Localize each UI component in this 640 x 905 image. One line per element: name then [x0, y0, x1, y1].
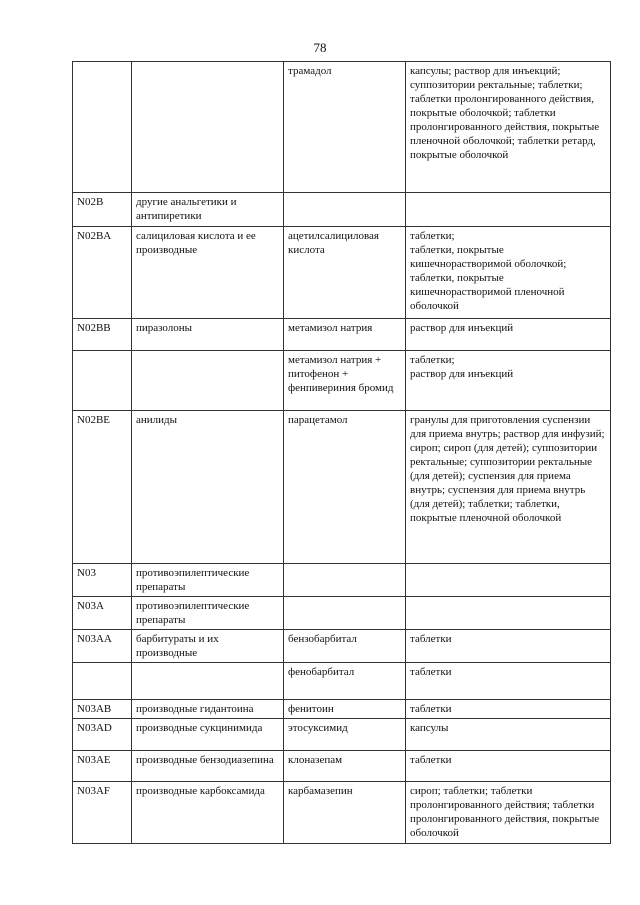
pharmacological-group-cell [132, 411, 284, 564]
atc-code-cell [73, 227, 132, 319]
drug-name-cell-text: бензобарбитал [288, 633, 357, 645]
pharmacological-group-cell-text: противоэпилептические препараты [136, 600, 250, 626]
drug-name-cell [284, 411, 406, 564]
atc-code-cell-text: N03AA [77, 633, 112, 645]
atc-code-cell [73, 751, 132, 782]
pharmacological-group-cell-text: салициловая кислота и ее производные [136, 230, 256, 256]
atc-code-cell-text: N02BB [77, 322, 111, 334]
drug-name-cell [284, 351, 406, 411]
drug-name-cell-text: парацетамол [288, 414, 348, 426]
dosage-form-cell [406, 751, 611, 782]
dosage-form-cell [406, 630, 611, 663]
atc-code-cell-text: N02B [77, 196, 104, 208]
dosage-form-cell [406, 719, 611, 751]
drug-name-cell [284, 227, 406, 319]
pharmacological-group-cell-text: пиразолоны [136, 322, 193, 334]
table-row [73, 62, 611, 193]
atc-code-cell [73, 719, 132, 751]
drug-name-cell [284, 564, 406, 597]
pharmacological-group-cell [132, 319, 284, 351]
table-row [73, 663, 611, 700]
table-body [73, 62, 611, 844]
atc-code-cell [73, 597, 132, 630]
dosage-form-cell [406, 597, 611, 630]
atc-code-cell [73, 351, 132, 411]
table-row [73, 411, 611, 564]
dosage-form-cell-text: капсулы; раствор для инъекций; суппозитории ректальные; таблетки; таблетки пролонгированного действия, покрытые оболочкой; таблетки пролонгированного действия, покрытые пленочной оболочкой; таблетки ретард, покрытые оболочкой [410, 65, 600, 161]
table-row [73, 700, 611, 719]
pharmacological-group-cell [132, 751, 284, 782]
dosage-form-cell [406, 782, 611, 844]
pharmacological-group-cell [132, 700, 284, 719]
pharmacological-group-cell [132, 719, 284, 751]
drug-name-cell-text: фенитоин [288, 703, 334, 715]
drug-name-cell [284, 630, 406, 663]
drug-name-cell-text: клоназепам [288, 754, 343, 766]
dosage-form-cell-text: гранулы для приготовления суспензии для приема внутрь; раствор для инфузий; сироп; сироп (для детей); суппозитории ректальные; суппозитории ректальные (для детей); суспензия для приема внутрь; суспензия для приема внутрь (для детей); таблетки; таблетки, покрытые пленочной оболочкой [410, 414, 605, 524]
drug-name-cell-text: метамизол натрия [288, 322, 373, 334]
dosage-form-cell [406, 564, 611, 597]
atc-code-cell-text: N03 [77, 567, 96, 579]
pharmacological-group-cell-text: противоэпилептические препараты [136, 567, 250, 593]
pharmacological-group-cell [132, 351, 284, 411]
drug-name-cell [284, 62, 406, 193]
atc-code-cell-text: N02BE [77, 414, 110, 426]
pharmacological-group-cell-text: другие анальгетики и антипиретики [136, 196, 237, 222]
table-row [73, 597, 611, 630]
atc-code-cell [73, 782, 132, 844]
dosage-form-cell [406, 351, 611, 411]
pharmacological-group-cell-text: производные сукцинимида [136, 722, 263, 734]
atc-code-cell [73, 319, 132, 351]
pharmacological-group-cell [132, 630, 284, 663]
atc-code-cell-text: N03AE [77, 754, 111, 766]
drug-table [72, 61, 611, 844]
atc-code-cell-text: N03AD [77, 722, 112, 734]
drug-name-cell-text: фенобарбитал [288, 666, 355, 678]
drug-name-cell [284, 751, 406, 782]
drug-name-cell-text: ацетилсалициловая кислота [288, 230, 379, 256]
atc-code-cell [73, 630, 132, 663]
drug-name-cell-text: метамизол натрия + питофенон + фенпивериния бромид [288, 354, 394, 394]
atc-code-cell [73, 193, 132, 227]
pharmacological-group-cell [132, 564, 284, 597]
atc-code-cell [73, 411, 132, 564]
table-row [73, 319, 611, 351]
table-row [73, 193, 611, 227]
dosage-form-cell-text: сироп; таблетки; таблетки пролонгированного действия; таблетки пролонгированного действия, покрытые оболочкой [410, 785, 600, 839]
dosage-form-cell-text: таблетки [410, 754, 452, 766]
dosage-form-cell-text: капсулы [410, 722, 449, 734]
atc-code-cell-text: N03A [77, 600, 104, 612]
table-row [73, 719, 611, 751]
table-row [73, 751, 611, 782]
drug-name-cell-text: трамадол [288, 65, 332, 77]
drug-name-cell [284, 663, 406, 700]
atc-code-cell [73, 663, 132, 700]
drug-name-cell [284, 719, 406, 751]
table-row [73, 782, 611, 844]
pharmacological-group-cell-text: производные гидантоина [136, 703, 254, 715]
pharmacological-group-cell [132, 62, 284, 193]
table-row [73, 564, 611, 597]
dosage-form-cell [406, 411, 611, 564]
dosage-form-cell [406, 193, 611, 227]
pharmacological-group-cell [132, 663, 284, 700]
dosage-form-cell-text: таблетки [410, 666, 452, 678]
dosage-form-cell-text: таблетки; таблетки, покрытые кишечнорастворимой оболочкой; таблетки, покрытые кишечнорастворимой пленочной оболочкой [410, 230, 567, 312]
table-row [73, 630, 611, 663]
drug-name-cell-text: этосуксимид [288, 722, 348, 734]
pharmacological-group-cell-text: производные карбоксамида [136, 785, 265, 797]
drug-name-cell [284, 700, 406, 719]
atc-code-cell-text: N03AB [77, 703, 112, 715]
dosage-form-cell [406, 62, 611, 193]
page-number: 78 [313, 40, 327, 55]
atc-code-cell [73, 564, 132, 597]
pharmacological-group-cell [132, 193, 284, 227]
atc-code-cell-text: N03AF [77, 785, 111, 797]
pharmacological-group-cell [132, 782, 284, 844]
pharmacological-group-cell-text: анилиды [136, 414, 178, 426]
dosage-form-cell [406, 663, 611, 700]
dosage-form-cell [406, 227, 611, 319]
drug-name-cell [284, 193, 406, 227]
table-row [73, 227, 611, 319]
table-row [73, 351, 611, 411]
dosage-form-cell-text: таблетки; раствор для инъекций [410, 354, 514, 380]
drug-name-cell [284, 597, 406, 630]
atc-code-cell [73, 62, 132, 193]
pharmacological-group-cell [132, 597, 284, 630]
atc-code-cell-text: N02BA [77, 230, 112, 242]
dosage-form-cell [406, 319, 611, 351]
dosage-form-cell-text: таблетки [410, 633, 452, 645]
pharmacological-group-cell-text: барбитураты и их производные [136, 633, 219, 659]
dosage-form-cell-text: раствор для инъекций [410, 322, 514, 334]
pharmacological-group-cell [132, 227, 284, 319]
atc-code-cell [73, 700, 132, 719]
dosage-form-cell [406, 700, 611, 719]
drug-name-cell-text: карбамазепин [288, 785, 353, 797]
dosage-form-cell-text: таблетки [410, 703, 452, 715]
pharmacological-group-cell-text: производные бензодиазепина [136, 754, 274, 766]
drug-name-cell [284, 319, 406, 351]
drug-name-cell [284, 782, 406, 844]
